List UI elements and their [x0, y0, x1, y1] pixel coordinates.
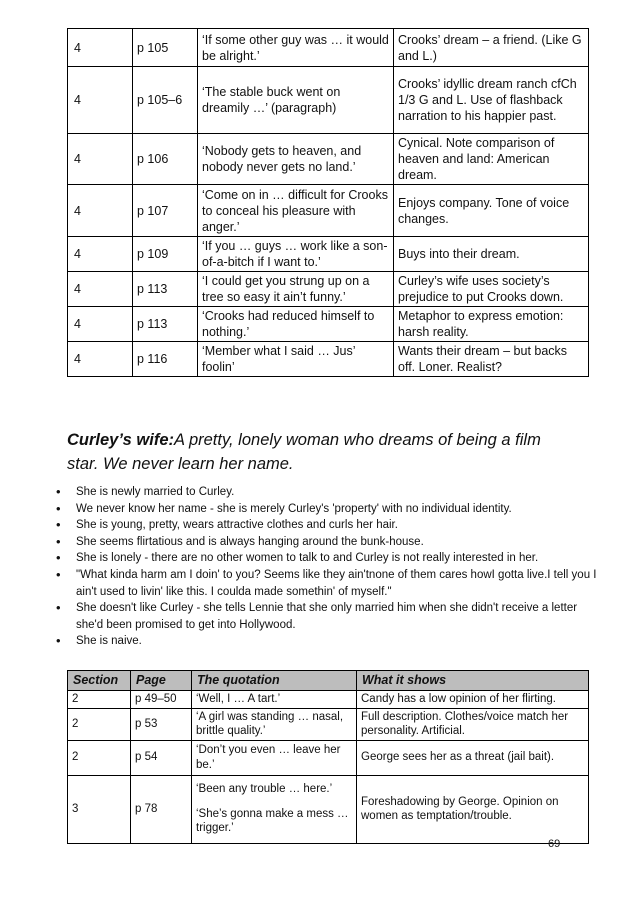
quote-line: ‘She’s gonna make a mess … trigger.’ [196, 807, 349, 835]
curleys-wife-heading [67, 428, 567, 476]
section-cell: 4 [68, 29, 133, 67]
shows-cell: Buys into their dream. [394, 237, 589, 272]
section-cell: 2 [68, 708, 131, 740]
shows-cell: Full description. Clothes/voice match her personality. Artificial. [357, 708, 589, 740]
list-item: • "What kinda harm am I doin' to you? Seems like they ain'tnone of them cares howI gotta live.I tell you I ain't used to livin' like this. I coulda made somethin' of myself." [0, 567, 600, 600]
quote-header: The quotation [192, 671, 357, 691]
quote-cell: ‘The stable buck went on dreamily …’ (paragraph) [198, 67, 394, 134]
page-cell: p 105–6 [133, 67, 198, 134]
quote-cell: ‘If some other guy was … it would be alright.’ [198, 29, 394, 67]
list-item: • We never know her name - she is merely Curley's 'property' with no individual identity. [0, 501, 600, 518]
table-row [68, 185, 589, 237]
quote-line: ‘Been any trouble … here.’ [196, 783, 333, 796]
shows-cell: Crooks’ dream – a friend. (Like G and L.) [394, 29, 589, 67]
table-row [68, 691, 589, 709]
list-item: • She doesn't like Curley - she tells Lennie that she only married him when she didn't receive a letter she'd been promised to get into Hollywood. [0, 600, 600, 633]
quote-cell: ‘Come on in … difficult for Crooks to conceal his pleasure with anger.’ [198, 185, 394, 237]
section-cell: 4 [68, 307, 133, 342]
list-item: • She is young, pretty, wears attractive clothes and curls her hair. [0, 517, 600, 534]
table-row [68, 67, 589, 134]
quote-cell [192, 708, 357, 740]
shows-cell: George sees her as a threat (jail bait). [357, 740, 589, 775]
table-row [68, 134, 589, 185]
quote-cell: ‘If you … guys … work like a son-of-a-bitch if I want to.’ [198, 237, 394, 272]
section-cell: 4 [68, 237, 133, 272]
section-cell: 4 [68, 67, 133, 134]
list-item: • She is newly married to Curley. [0, 484, 600, 501]
table-row [68, 29, 589, 67]
table-row [68, 775, 589, 843]
page-cell: p 106 [133, 134, 198, 185]
shows-cell: Wants their dream – but backs off. Loner. Realist? [394, 342, 589, 377]
shows-cell: Crooks’ idyllic dream ranch cfCh 1/3 G and L. Use of flashback narration to his happier past. [394, 67, 589, 134]
table-header-row [68, 671, 589, 691]
quote-line: ‘Well, I … A tart.’ [196, 693, 281, 705]
curleys-wife-quotes-table [67, 670, 589, 844]
shows-cell: Metaphor to express emotion: harsh reality. [394, 307, 589, 342]
section-cell: 2 [68, 740, 131, 775]
crooks-quotes-table [67, 28, 589, 377]
character-notes-list [0, 484, 600, 650]
quote-cell: ‘Nobody gets to heaven, and nobody never gets no land.’ [198, 134, 394, 185]
shows-cell: Enjoys company. Tone of voice changes. [394, 185, 589, 237]
quote-cell: ‘I could get you strung up on a tree so easy it ain’t funny.’ [198, 272, 394, 307]
page-cell: p 49–50 [131, 691, 192, 709]
page-cell: p 116 [133, 342, 198, 377]
heading-lead: Curley’s wife: [67, 431, 174, 449]
page-cell: p 109 [133, 237, 198, 272]
section-cell: 4 [68, 272, 133, 307]
table-row [68, 708, 589, 740]
page-cell: p 113 [133, 307, 198, 342]
heading-text: A pretty, lonely woman who dreams of being a film star. We never learn her name. [67, 431, 541, 473]
section-cell: 4 [68, 342, 133, 377]
page-cell: p 113 [133, 272, 198, 307]
page-cell: p 107 [133, 185, 198, 237]
shows-header: What it shows [357, 671, 589, 691]
shows-cell: Foreshadowing by George. Opinion on women as temptation/trouble. [357, 775, 589, 843]
quote-cell: ‘Crooks had reduced himself to nothing.’ [198, 307, 394, 342]
page-cell: p 54 [131, 740, 192, 775]
quote-cell [192, 740, 357, 775]
section-header: Section [68, 671, 131, 691]
section-cell: 4 [68, 134, 133, 185]
list-item: • She is naive. [0, 633, 600, 650]
section-cell: 4 [68, 185, 133, 237]
quote-cell: ‘Member what I said … Jus’ foolin’ [198, 342, 394, 377]
page-number: 69 [548, 838, 561, 850]
quote-line: ‘Don’t you even … leave her be.’ [196, 744, 341, 771]
table-row [68, 740, 589, 775]
shows-cell: Curley’s wife uses society’s prejudice to put Crooks down. [394, 272, 589, 307]
table-row [68, 237, 589, 272]
list-item: • She is lonely - there are no other women to talk to and Curley is not really interested in her. [0, 550, 600, 567]
quote-line: ‘A girl was standing … nasal, brittle quality.’ [196, 710, 344, 737]
shows-cell: Cynical. Note comparison of heaven and land: American dream. [394, 134, 589, 185]
table-row [68, 272, 589, 307]
section-cell: 3 [68, 775, 131, 843]
section-cell: 2 [68, 691, 131, 709]
quote-cell [192, 691, 357, 709]
shows-cell: Candy has a low opinion of her flirting. [357, 691, 589, 709]
table-row [68, 307, 589, 342]
list-item: • She seems flirtatious and is always hanging around the bunk-house. [0, 534, 600, 551]
page-cell: p 78 [131, 775, 192, 843]
page-header: Page [131, 671, 192, 691]
page-cell: p 53 [131, 708, 192, 740]
page-cell: p 105 [133, 29, 198, 67]
quote-cell [192, 775, 357, 843]
table-row [68, 342, 589, 377]
